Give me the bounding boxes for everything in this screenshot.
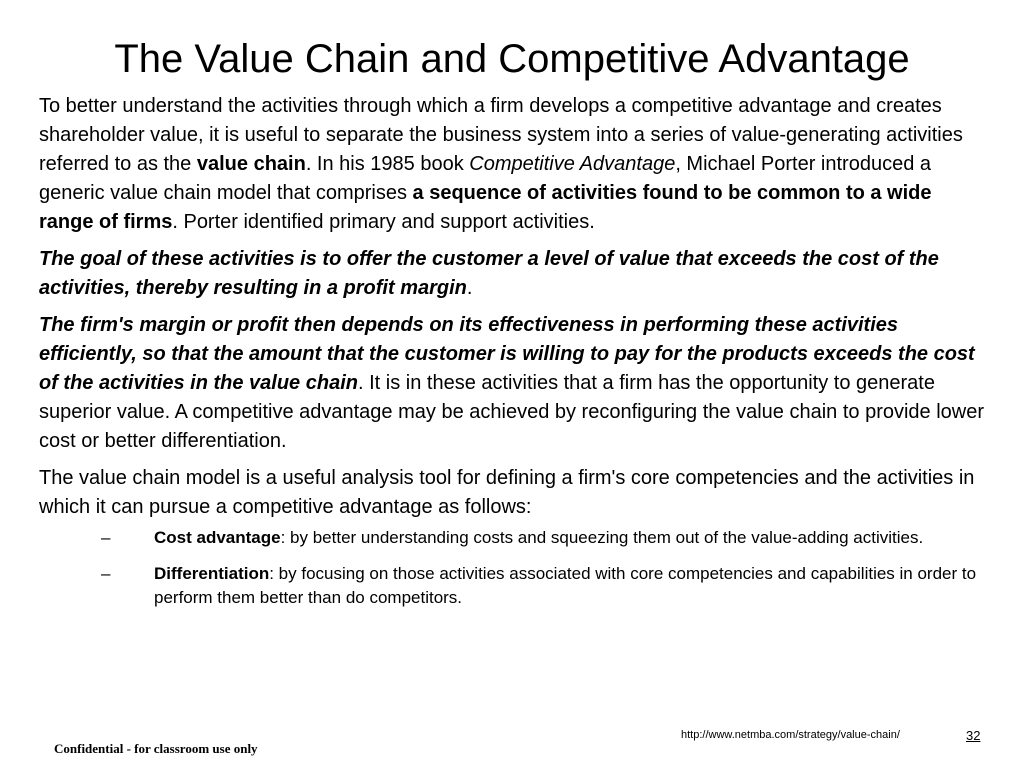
confidential-notice: Confidential - for classroom use only (54, 741, 258, 756)
book-title: Competitive Advantage (469, 153, 676, 175)
bullet-term: Differentiation (154, 564, 270, 583)
margin-emphasis: The firm's margin or profit then depends on its effectiveness in performing these activities efficiently, so that the amount that the customer is willing to pay for the products exceeds the cost of the activities in the value chain (39, 314, 975, 394)
goal-period: . (466, 277, 473, 299)
intro-text-4: . Porter identified primary and support activities. (172, 211, 595, 233)
bullet-list (39, 526, 989, 610)
bullet-cost-advantage (39, 526, 989, 550)
bullet-text: : by better understanding costs and squeezing them out of the value-adding activities. (280, 528, 924, 547)
bullet-text: : by focusing on those activities associated with core competencies and capabilities in order to perform them better than do competitors. (154, 564, 977, 607)
paragraph-model: The value chain model is a useful analysis tool for defining a firm's core competencies and the activities in which it can pursue a competitive advantage as follows: (39, 467, 975, 518)
bullet-dash: – (101, 564, 111, 583)
margin-text: . It is in these activities that a firm has the opportunity to generate superior value. A competitive advantage may be achieved by reconfiguring the value chain to provide lower cost or better differentiation. (39, 372, 985, 452)
bullet-term: Cost advantage (154, 528, 281, 547)
bullet-differentiation (39, 562, 989, 610)
goal-emphasis: The goal of these activities is to offer the customer a level of value that exceeds the cost of the activities, thereby resulting in a profit margin (39, 248, 939, 299)
slide-title: The Value Chain and Competitive Advantage (114, 37, 910, 81)
intro-text-1: To better understand the activities through which a firm develops a competitive advantage and creates shareholder value, it is useful to separate the business system into a series of value-generating activities referred to as the (39, 95, 963, 175)
source-url: http://www.netmba.com/strategy/value-chain/ (681, 729, 900, 741)
paragraph-intro (39, 92, 989, 237)
intro-text-2: . In his 1985 book (305, 153, 470, 175)
intro-text-3: , Michael Porter introduced a generic value chain model that comprises (39, 153, 931, 204)
page-number: 32 (966, 728, 981, 743)
slide-body (39, 92, 989, 622)
bullet-dash: – (101, 528, 111, 547)
sequence-emphasis: a sequence of activities found to be common to a wide range of firms (39, 182, 932, 233)
term-value-chain: value chain (196, 153, 306, 175)
paragraph-goal (39, 245, 989, 303)
paragraph-margin (39, 311, 989, 456)
